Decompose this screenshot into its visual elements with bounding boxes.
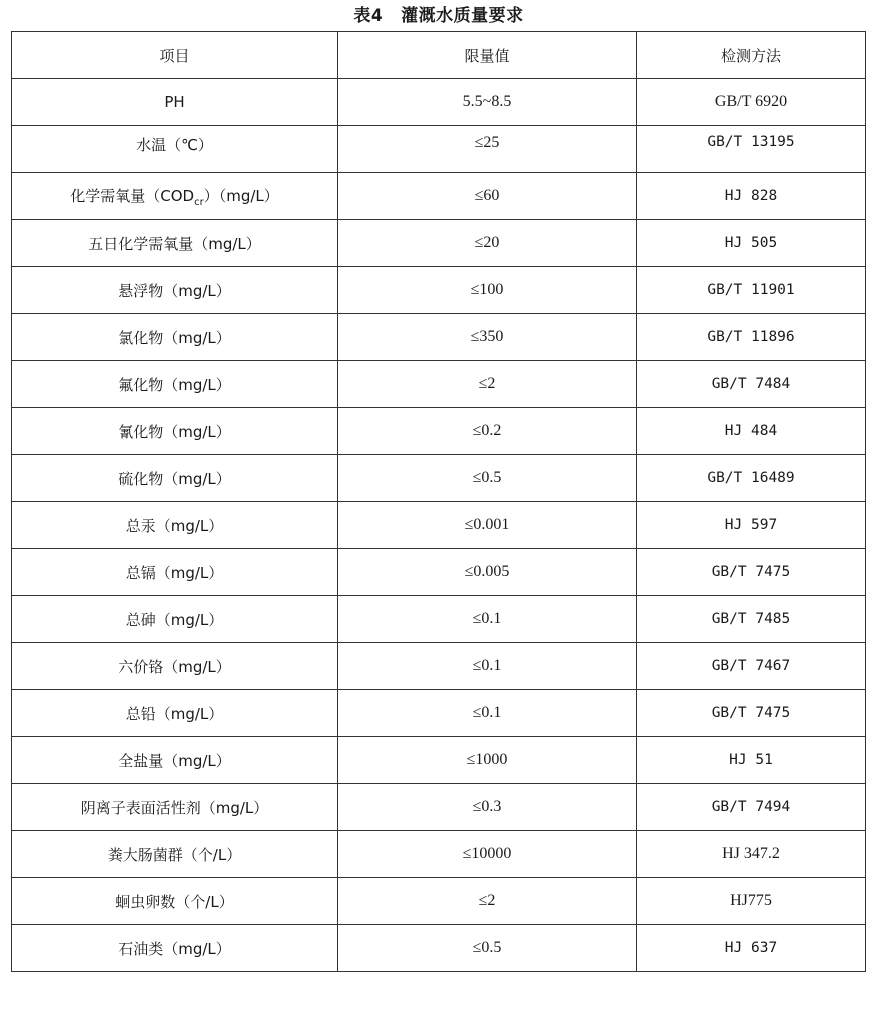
row-method: HJ 51 <box>637 737 866 784</box>
row-method: GB/T 7484 <box>637 361 866 408</box>
row-limit: ≤1000 <box>338 737 637 784</box>
row-method: HJ 484 <box>637 408 866 455</box>
row-limit: ≤0.001 <box>338 502 637 549</box>
row-limit: ≤0.5 <box>338 455 637 502</box>
row-item: 氟化物（mg/L） <box>12 361 338 408</box>
row-method: GB/T 7467 <box>637 643 866 690</box>
table-row <box>12 596 866 643</box>
row-item: 硫化物（mg/L） <box>12 455 338 502</box>
row-item: 氯化物（mg/L） <box>12 314 338 361</box>
water-quality-table <box>11 31 866 972</box>
row-method: GB/T 7475 <box>637 690 866 737</box>
row-method: HJ 828 <box>637 173 866 220</box>
row-item <box>12 173 338 220</box>
table-row <box>12 79 866 126</box>
row-limit: ≤10000 <box>338 831 637 878</box>
table-row <box>12 361 866 408</box>
row-item: PH <box>12 79 338 126</box>
row-method: GB/T 13195 <box>637 126 866 173</box>
row-method: GB/T 7485 <box>637 596 866 643</box>
table-title: 灌溉水质量要求 <box>401 6 524 26</box>
row-limit: ≤0.1 <box>338 690 637 737</box>
row-limit: 5.5~8.5 <box>338 79 637 126</box>
row-method: HJ 597 <box>637 502 866 549</box>
table-row <box>12 173 866 220</box>
table-header <box>12 32 866 79</box>
header-row <box>12 32 866 79</box>
table-row <box>12 408 866 455</box>
row-item: 悬浮物（mg/L） <box>12 267 338 314</box>
row-item-text: 化学需氧量（COD <box>70 186 195 205</box>
row-limit: ≤2 <box>338 878 637 925</box>
row-item: 石油类（mg/L） <box>12 925 338 972</box>
row-item: 总汞（mg/L） <box>12 502 338 549</box>
row-limit: ≤20 <box>338 220 637 267</box>
row-limit: ≤2 <box>338 361 637 408</box>
row-item-subscript: cr <box>194 196 204 208</box>
row-method: GB/T 11896 <box>637 314 866 361</box>
row-limit: ≤0.005 <box>338 549 637 596</box>
table-row <box>12 784 866 831</box>
row-method: GB/T 7494 <box>637 784 866 831</box>
row-method: HJ 505 <box>637 220 866 267</box>
row-limit: ≤0.5 <box>338 925 637 972</box>
row-item: 总镉（mg/L） <box>12 549 338 596</box>
table-body <box>12 79 866 972</box>
header-method: 检测方法 <box>637 32 866 79</box>
table-row <box>12 831 866 878</box>
table-row <box>12 126 866 173</box>
row-item: 总砷（mg/L） <box>12 596 338 643</box>
row-method: HJ 347.2 <box>637 831 866 878</box>
row-limit: ≤60 <box>338 173 637 220</box>
header-limit: 限量值 <box>338 32 637 79</box>
row-item: 氰化物（mg/L） <box>12 408 338 455</box>
row-item: 六价铬（mg/L） <box>12 643 338 690</box>
table-row <box>12 925 866 972</box>
row-limit: ≤100 <box>338 267 637 314</box>
header-item: 项目 <box>12 32 338 79</box>
row-item: 总铅（mg/L） <box>12 690 338 737</box>
table-row <box>12 455 866 502</box>
row-method: GB/T 11901 <box>637 267 866 314</box>
row-item: 全盐量（mg/L） <box>12 737 338 784</box>
row-limit: ≤25 <box>338 126 637 173</box>
row-method: HJ775 <box>637 878 866 925</box>
row-method: GB/T 16489 <box>637 455 866 502</box>
row-limit: ≤0.2 <box>338 408 637 455</box>
table-row <box>12 502 866 549</box>
table-number: 表4 <box>353 6 384 26</box>
row-item: 蛔虫卵数（个/L） <box>12 878 338 925</box>
row-limit: ≤0.3 <box>338 784 637 831</box>
row-limit: ≤0.1 <box>338 643 637 690</box>
table-caption <box>0 4 877 28</box>
table-row <box>12 643 866 690</box>
table-row <box>12 878 866 925</box>
table-row <box>12 314 866 361</box>
table-row <box>12 220 866 267</box>
row-item: 阴离子表面活性剂（mg/L） <box>12 784 338 831</box>
row-method: GB/T 7475 <box>637 549 866 596</box>
row-item: 五日化学需氧量（mg/L） <box>12 220 338 267</box>
table-row <box>12 549 866 596</box>
row-limit: ≤350 <box>338 314 637 361</box>
row-method: HJ 637 <box>637 925 866 972</box>
row-limit: ≤0.1 <box>338 596 637 643</box>
table-row <box>12 267 866 314</box>
row-item-suffix: ）（mg/L） <box>203 186 279 205</box>
table-row <box>12 737 866 784</box>
row-item: 水温（℃） <box>12 126 338 173</box>
table-row <box>12 690 866 737</box>
row-method: GB/T 6920 <box>637 79 866 126</box>
row-item: 粪大肠菌群（个/L） <box>12 831 338 878</box>
